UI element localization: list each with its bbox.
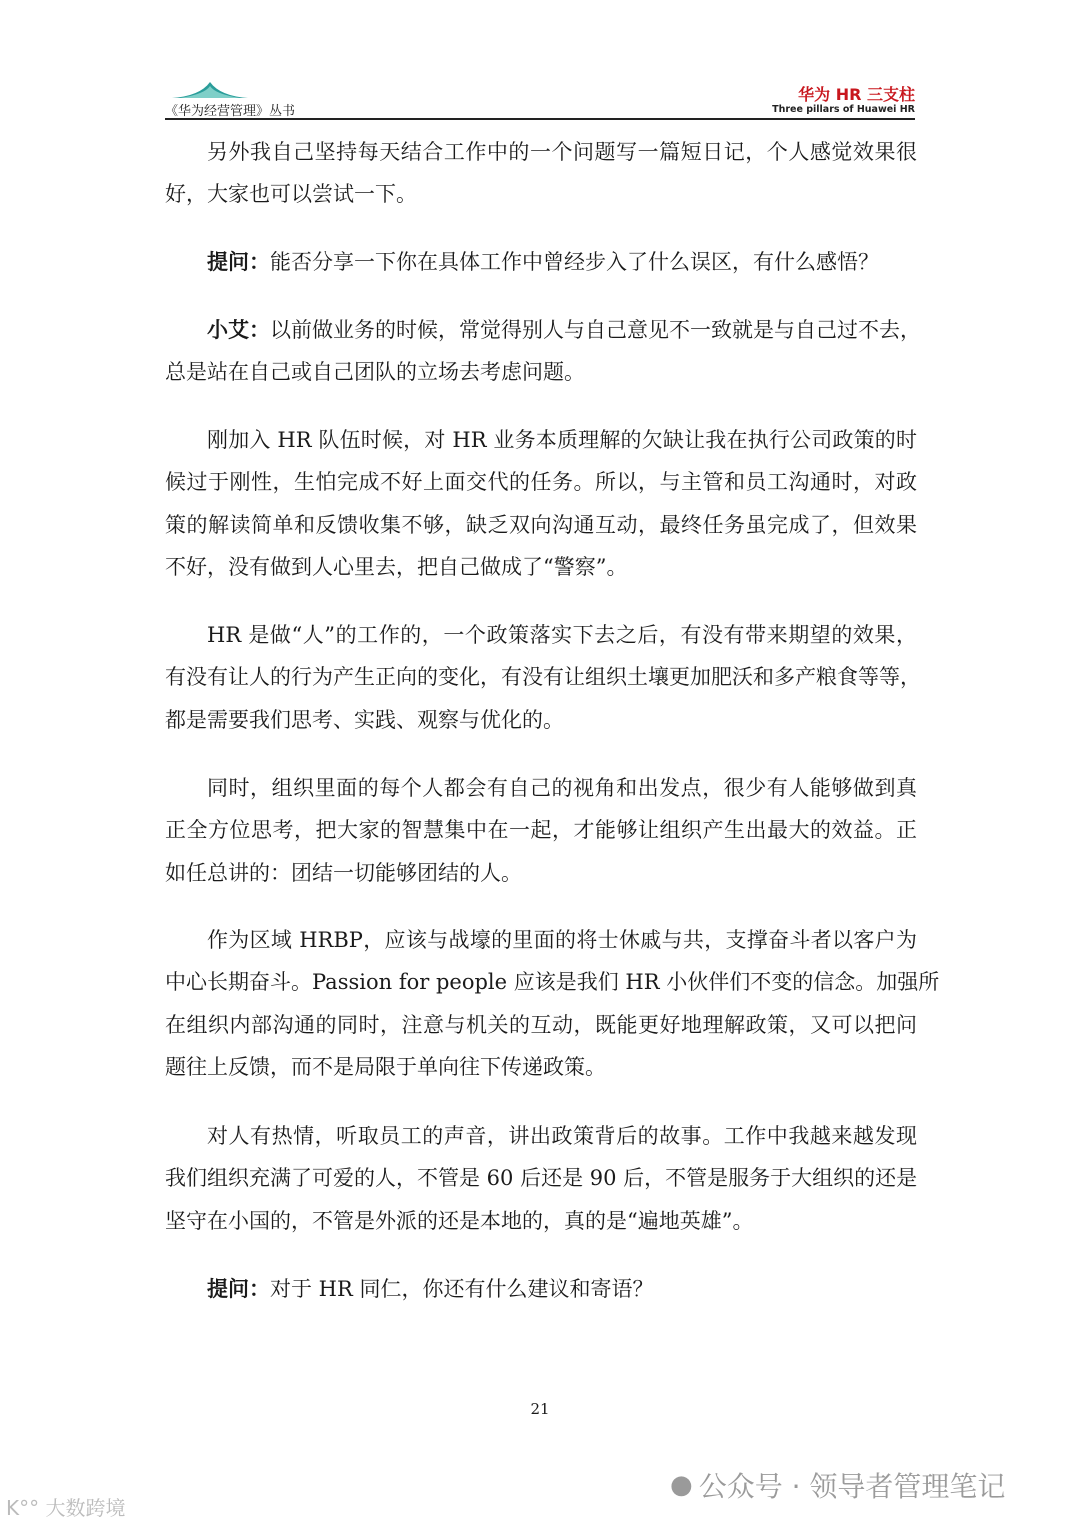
text-line <box>165 173 917 215</box>
line-text: 策的解读简单和反馈收集不够，缺乏双向沟通互动，最终任务虽完成了，但效果 <box>165 512 917 537</box>
speaker-label: 小艾： <box>207 317 270 342</box>
series-logo <box>170 80 250 100</box>
corner-watermark <box>6 1492 125 1521</box>
corner-logo-icon: K°° <box>6 1496 46 1520</box>
line-text: 好，大家也可以尝试一下。 <box>165 182 417 207</box>
series-title: 《华为经营管理》丛书 <box>165 104 296 119</box>
line-text: 有没有让人的行为产生正向的变化，有没有让组织土壤更加肥沃和多产粮食等等， <box>165 665 921 690</box>
text-line <box>165 461 917 503</box>
line-text: 对于 HR 同仁，你还有什么建议和寄语？ <box>270 1277 654 1301</box>
line-text: 同时，组织里面的每个人都会有自己的视角和出发点，很少有人能够做到真 <box>207 776 917 800</box>
line-text: 刚加入 HR 队伍时候，对 HR 业务本质理解的欠缺让我在执行公司政策的时 <box>207 428 917 452</box>
paragraph <box>165 919 940 1089</box>
text-line <box>165 961 940 1003</box>
wechat-icon: ● <box>670 1470 693 1500</box>
line-text: 对人有热情，听取员工的声音，讲出政策背后的故事。工作中我越来越发现 <box>207 1124 917 1148</box>
line-text: 另外我自己坚持每天结合工作中的一个问题写一篇短日记，个人感觉效果很 <box>207 140 917 164</box>
text-line <box>165 1046 917 1088</box>
text-line <box>165 656 921 698</box>
line-text: 题往上反馈，而不是局限于单向往下传递政策。 <box>165 1055 606 1080</box>
text-line <box>165 809 917 851</box>
text-line <box>165 546 917 588</box>
brand-cn: 华为 HR 三支柱 <box>798 85 915 104</box>
paragraph <box>165 309 921 394</box>
text-line <box>165 1004 917 1046</box>
line-text: 总是站在自己或自己团队的立场去考虑问题。 <box>165 360 585 385</box>
text-line <box>165 919 917 961</box>
brand-en: Three pillars of Huawei HR <box>772 104 915 115</box>
text-line <box>165 699 917 741</box>
paragraph <box>165 614 921 741</box>
wechat-watermark-text: 公众号 · 领导者管理笔记 <box>698 1470 1006 1503</box>
paragraph <box>165 1268 917 1310</box>
text-line <box>165 131 917 173</box>
text-line <box>165 351 917 393</box>
line-text: 作为区域 HRBP，应该与战壕的里面的将士休戚与共，支撑奋斗者以客户为 <box>207 928 917 952</box>
page-number: 21 <box>530 1400 550 1418</box>
line-text: 候过于刚性，生怕完成不好上面交代的任务。所以，与主管和员工沟通时，对政 <box>165 470 917 495</box>
text-line <box>165 614 917 656</box>
line-text: 坚守在小国的，不管是外派的还是本地的，真的是“遍地英雄”。 <box>165 1208 754 1233</box>
text-line <box>165 767 917 809</box>
line-text: 我们组织充满了可爱的人，不管是 60 后还是 90 后，不管是服务于大组织的还是 <box>165 1166 918 1191</box>
text-line <box>165 241 917 283</box>
wechat-watermark <box>670 1465 1005 1505</box>
text-line <box>165 1268 917 1310</box>
line-text: 能否分享一下你在具体工作中曾经步入了什么误区，有什么感悟？ <box>270 250 879 274</box>
speaker-label: 提问： <box>207 1276 270 1301</box>
corner-watermark-text: 大数跨境 <box>45 1496 126 1520</box>
line-text: HR 是做“人”的工作的，一个政策落实下去之后，有没有带来期望的效果， <box>207 623 917 647</box>
paragraph <box>165 1115 917 1242</box>
paragraph <box>165 419 917 589</box>
text-line <box>165 309 921 351</box>
text-line <box>165 1200 917 1242</box>
text-line <box>165 419 917 461</box>
paragraph <box>165 767 917 894</box>
speaker-label: 提问： <box>207 249 270 274</box>
text-line <box>165 1115 917 1157</box>
text-line <box>165 852 917 894</box>
brand-block <box>772 86 915 116</box>
paragraph <box>165 241 917 283</box>
line-text: 正全方位思考，把大家的智慧集中在一起，才能够让组织产生出最大的效益。正 <box>165 818 917 843</box>
line-text: 以前做业务的时候，常觉得别人与自己意见不一致就是与自己过不去， <box>270 318 921 342</box>
text-line <box>165 504 917 546</box>
header-rule <box>165 118 915 120</box>
paragraph <box>165 131 917 216</box>
line-text: 都是需要我们思考、实践、观察与优化的。 <box>165 707 564 732</box>
line-text: 在组织内部沟通的同时，注意与机关的互动，既能更好地理解政策，又可以把问 <box>165 1012 917 1037</box>
line-text: 中心长期奋斗。Passion for people 应该是我们 HR 小伙伴们不变的信念。加强所 <box>165 970 940 995</box>
line-text: 不好，没有做到人心里去，把自己做成了“警察”。 <box>165 555 628 580</box>
text-line <box>165 1157 917 1199</box>
line-text: 如任总讲的：团结一切能够团结的人。 <box>165 860 522 885</box>
